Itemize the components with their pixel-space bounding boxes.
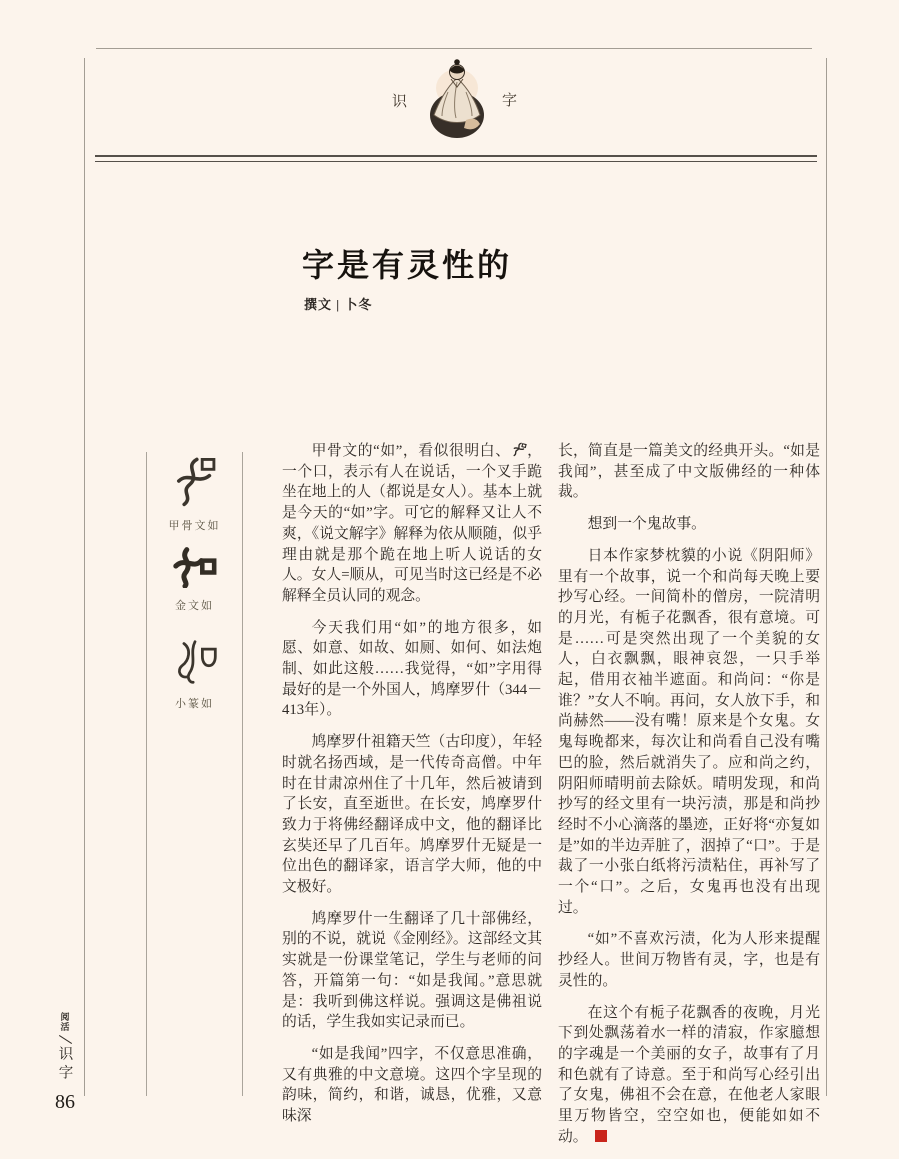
margin-glyph-label: 金文如 xyxy=(175,600,214,612)
page-number: 86 xyxy=(55,1091,75,1113)
oracle-bone-script-ru-glyph-icon xyxy=(171,454,219,508)
body-column-left xyxy=(282,441,542,1138)
paragraph: 鸠摩罗什一生翻译了几十部佛经，别的不说，就说《金刚经》。这部经文其实就是一份课堂笔记，学生与老师的问答，开篇第一句：“如是我闻。”意思就是：我听到佛这样说。强调这是佛祖说的话，学生我如实记录而已。 xyxy=(282,910,542,1031)
left-page-rule xyxy=(84,58,85,1096)
bronze-script-ru-glyph-icon xyxy=(172,546,218,588)
section-char-zi: 字 xyxy=(502,93,519,109)
paragraph-text: 甲骨文的“如”，看似很明白、 xyxy=(311,443,511,459)
paragraph: “如”不喜欢污渍，化为人形来提醒抄经人。世间万物皆有灵，字，也是有灵性的。 xyxy=(558,931,820,989)
paragraph xyxy=(558,1003,820,1148)
right-page-rule xyxy=(826,58,827,1096)
section-char-shi: 识 xyxy=(392,94,409,110)
margin-column-right-rule xyxy=(242,452,243,1096)
paragraph xyxy=(282,441,542,607)
paragraph: 鸠摩罗什祖籍天竺（古印度），年轻时就名扬西域，是一代传奇高僧。中年时在甘肃凉州住了十几年，然后被请到了长安，直至逝世。在长安，鸠摩罗什致力于将佛经翻译成中文，他的翻译比玄奘还早了几百年。鸠摩罗什无疑是一位出色的翻译家，语言学大师，他的中文极好。 xyxy=(282,734,542,896)
paragraph: 今天我们用“如”的地方很多，如愿、如意、如故、如厕、如何、如法炮制、如此这般……我觉得，“如”字用得最好的是一个外国人，鸠摩罗什（344－413年）。 xyxy=(282,619,542,719)
margin-glyph-bronze xyxy=(147,546,242,613)
top-rule xyxy=(96,48,812,49)
paragraph-continuation: 长，简直是一篇美文的经典开头。“如是我闻”，甚至成了中文版佛经的一种体裁。 xyxy=(558,443,820,501)
paragraph: 日本作家梦枕貘的小说《阴阳师》里有一个故事，说一个和尚每天晚上要抄写心经。一间简朴的僧房，一院清明的月光，有栀子花飘香，很有意境。可是……可是突然出现了一个美貌的女人，白衣飘飘，眼神哀怨，一只手举起，借用衣袖半遮面。和尚问：“你是谁？”女人不响。再问，女人放下手，和尚赫然——没有嘴！原来是个女鬼。女鬼每晚都来，每次让和尚看自己没有嘴巴的脸，然后就消失了。应和尚之约，阴阳师晴明前去除妖。晴明发现，和尚抄写的经文里有一块污渍，那是和尚抄经时不小心滴落的墨迹，正好将“亦复如是”如的半边弄脏了，洇掉了“口”。于是裁了一小张白纸将污渍粘住，再补写了一个“口”。之后，女鬼再也没有出现过。 xyxy=(558,547,820,916)
body-column-right xyxy=(558,441,820,1159)
end-mark xyxy=(595,1130,607,1142)
section-label-large: 识字 xyxy=(56,1046,73,1083)
seated-monk-illustration-icon xyxy=(418,58,496,143)
margin-glyph-seal xyxy=(147,638,242,711)
article-byline: 撰文 | 卜冬 xyxy=(304,297,373,312)
margin-glyph-label: 小篆如 xyxy=(175,698,214,710)
margin-glyph-oracle xyxy=(147,454,242,533)
paragraph: “如是我闻”四字，不仅意思准确，又有典雅的中文意境。这四个字呈现的韵味，简约，和谐，诚恳，优雅，又意味深 xyxy=(282,1045,542,1125)
folio-block xyxy=(50,1012,80,1114)
oracle-bone-ru-inline-glyph-icon xyxy=(510,440,528,460)
section-label-small: 阅活 xyxy=(59,1012,70,1032)
paragraph-text: ，一个口，表示有人在说话，一个叉手跪坐在地上的人（都说是女人）。基本上就是今天的“如”字。可它的解释又让人不爽，《说文解字》解释为依从顺随，似乎理由就是那个跪在地上听人说话的女人。女人=顺从，可见当时这已经是不必解释全员认同的观念。 xyxy=(282,443,542,604)
seal-script-ru-glyph-icon xyxy=(171,638,219,686)
paragraph-text: 在这个有栀子花飘香的夜晚，月光下到处飘荡着水一样的清寂，作家臆想的字魂是一个美丽的女子，故事有了月和色就有了诗意。至于和尚写心经引出了女鬼，佛祖不会在意，在他老人家眼里万物皆空，空空如也，便能如如不动。 xyxy=(558,1004,820,1145)
header-double-rule xyxy=(95,155,817,162)
article-title: 字是有灵性的 xyxy=(302,247,513,283)
paragraph: 想到一个鬼故事。 xyxy=(587,516,706,533)
folio-slash-divider xyxy=(58,1035,71,1044)
margin-glyph-label: 甲骨文如 xyxy=(168,520,221,532)
